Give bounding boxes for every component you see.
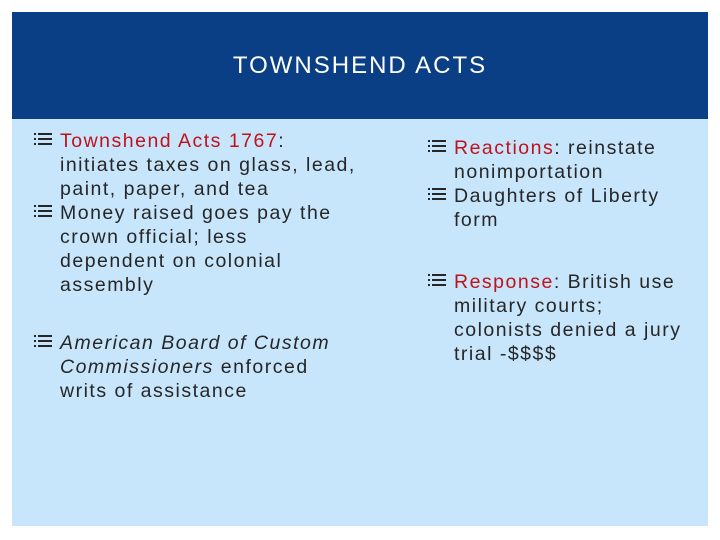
content-panel [12,119,708,526]
bullet-reactions [424,136,699,184]
title-band [12,12,708,119]
bullet-text: : reinstate nonimportation [454,137,657,183]
bullet-text: Daughters of Liberty form [454,185,660,231]
bullet-lines-icon [34,334,54,352]
bullet-lines-icon [34,132,54,150]
term-townshend-acts: Townshend Acts 1767 [60,130,279,152]
bullet-text: : British use military courts; colonists denied a jury trial -$$$$ [454,271,682,365]
bullet-daughters-of-liberty [424,184,699,232]
bullet-money-raised [30,201,360,297]
bullet-lines-icon [428,273,448,291]
term-reactions: Reactions [454,137,555,159]
bullet-lines-icon [428,187,448,205]
bullet-text: : initiates taxes on glass, lead, paint, paper, and tea [60,130,356,200]
bullet-text: Money raised goes pay the crown official; less dependent on colonial assembly [60,202,332,296]
slide-title: TOWNSHEND ACTS [232,51,488,79]
bullet-text: enforced writs of assistance [60,356,309,402]
bullet-text-italic: American Board of Custom Commissioners [60,332,331,378]
bullet-lines-icon [428,139,448,157]
bullet-townshend-acts [30,129,360,201]
bullet-american-board [30,331,360,403]
term-response: Response [454,271,554,293]
left-column [30,129,360,403]
bullet-lines-icon [34,204,54,222]
bullet-response [424,270,699,366]
right-column [424,136,699,366]
